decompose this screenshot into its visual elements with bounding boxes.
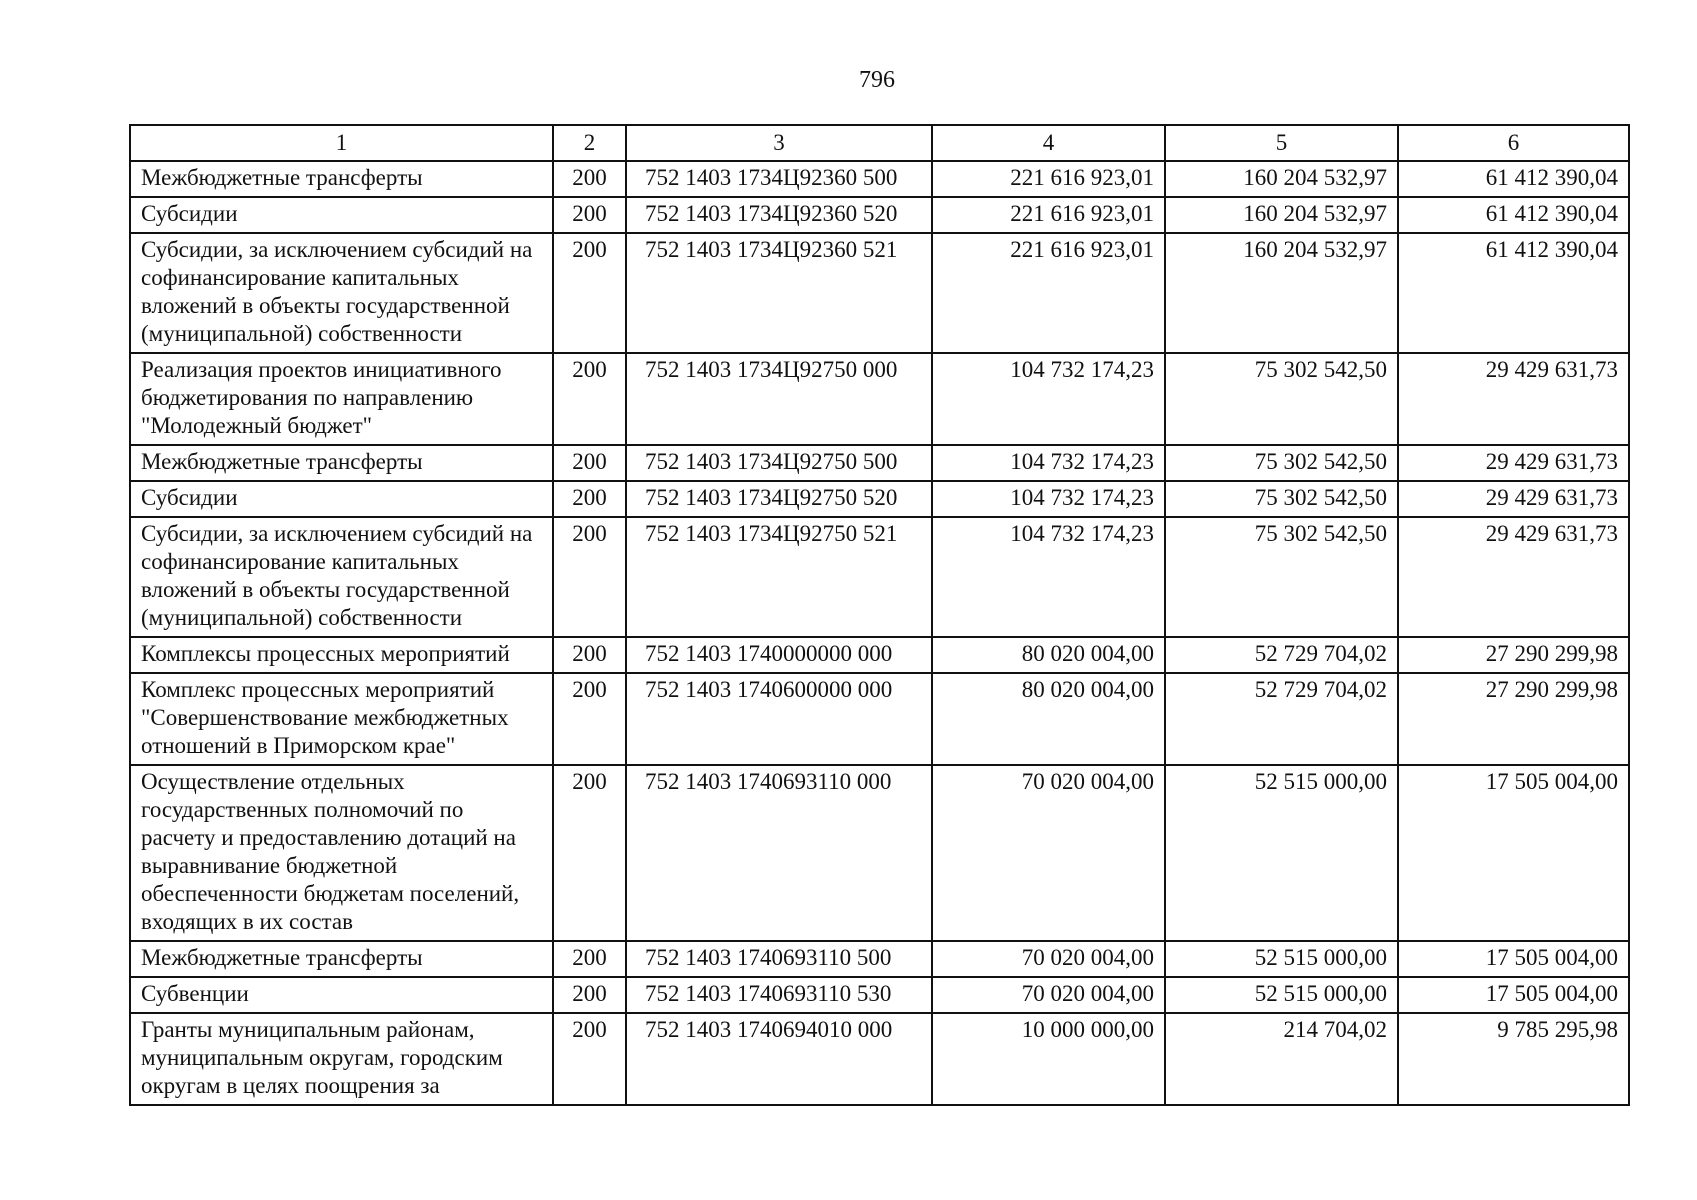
table-row: [130, 673, 1629, 765]
row-amount-5-cell: 52 515 000,00: [1165, 765, 1398, 941]
row-cbk-cell: 752 1403 1740694010 000: [626, 1013, 932, 1105]
row-amount-6-cell: 17 505 004,00: [1398, 941, 1629, 977]
row-code-cell: 200: [553, 673, 626, 765]
row-amount-4-cell: 221 616 923,01: [932, 197, 1165, 233]
row-amount-4-cell: 70 020 004,00: [932, 941, 1165, 977]
row-amount-4-cell: 80 020 004,00: [932, 673, 1165, 765]
row-name-cell: Субсидии: [130, 481, 553, 517]
row-amount-5-cell: 214 704,02: [1165, 1013, 1398, 1105]
table-row: [130, 517, 1629, 637]
row-amount-4-cell: 221 616 923,01: [932, 233, 1165, 353]
row-name-cell: Реализация проектов инициативного бюджетирования по направлению "Молодежный бюджет": [130, 353, 553, 445]
row-code-cell: 200: [553, 977, 626, 1013]
row-amount-4-cell: 221 616 923,01: [932, 161, 1165, 197]
table-row: [130, 1013, 1629, 1105]
row-cbk-cell: 752 1403 1734Ц92360 500: [626, 161, 932, 197]
row-amount-6-cell: 29 429 631,73: [1398, 445, 1629, 481]
row-code-cell: 200: [553, 353, 626, 445]
row-amount-6-cell: 9 785 295,98: [1398, 1013, 1629, 1105]
table-row: [130, 765, 1629, 941]
row-cbk-cell: 752 1403 1734Ц92750 000: [626, 353, 932, 445]
header-cell-5: 5: [1165, 125, 1398, 161]
row-name-cell: Субвенции: [130, 977, 553, 1013]
row-code-cell: 200: [553, 517, 626, 637]
row-amount-6-cell: 17 505 004,00: [1398, 977, 1629, 1013]
row-amount-4-cell: 104 732 174,23: [932, 445, 1165, 481]
row-amount-5-cell: 75 302 542,50: [1165, 353, 1398, 445]
row-amount-5-cell: 160 204 532,97: [1165, 197, 1398, 233]
row-cbk-cell: 752 1403 1740600000 000: [626, 673, 932, 765]
page-number: 796: [859, 67, 895, 93]
row-cbk-cell: 752 1403 1740000000 000: [626, 637, 932, 673]
row-amount-4-cell: 70 020 004,00: [932, 977, 1165, 1013]
row-amount-6-cell: 29 429 631,73: [1398, 517, 1629, 637]
row-amount-4-cell: 80 020 004,00: [932, 637, 1165, 673]
row-amount-4-cell: 104 732 174,23: [932, 517, 1165, 637]
table-row: [130, 353, 1629, 445]
row-cbk-cell: 752 1403 1740693110 000: [626, 765, 932, 941]
table-header-row: [130, 125, 1629, 161]
row-name-cell: Межбюджетные трансферты: [130, 161, 553, 197]
table-row: [130, 197, 1629, 233]
row-name-cell: Гранты муниципальным районам, муниципальным округам, городским округам в целях поощрения за: [130, 1013, 553, 1105]
row-amount-6-cell: 29 429 631,73: [1398, 353, 1629, 445]
row-amount-5-cell: 52 729 704,02: [1165, 673, 1398, 765]
table-row: [130, 233, 1629, 353]
row-amount-6-cell: 27 290 299,98: [1398, 637, 1629, 673]
row-code-cell: 200: [553, 481, 626, 517]
row-amount-5-cell: 75 302 542,50: [1165, 517, 1398, 637]
row-name-cell: Комплексы процессных мероприятий: [130, 637, 553, 673]
row-amount-4-cell: 10 000 000,00: [932, 1013, 1165, 1105]
row-amount-5-cell: 160 204 532,97: [1165, 161, 1398, 197]
header-cell-3: 3: [626, 125, 932, 161]
row-amount-6-cell: 27 290 299,98: [1398, 673, 1629, 765]
row-amount-5-cell: 75 302 542,50: [1165, 481, 1398, 517]
row-code-cell: 200: [553, 637, 626, 673]
row-code-cell: 200: [553, 197, 626, 233]
header-cell-4: 4: [932, 125, 1165, 161]
table-row: [130, 977, 1629, 1013]
row-amount-5-cell: 52 729 704,02: [1165, 637, 1398, 673]
table-row: [130, 637, 1629, 673]
budget-table: [129, 124, 1630, 1106]
row-amount-6-cell: 61 412 390,04: [1398, 197, 1629, 233]
row-name-cell: Субсидии, за исключением субсидий на софинансирование капитальных вложений в объекты государственной (муниципальной) собственности: [130, 517, 553, 637]
row-amount-5-cell: 52 515 000,00: [1165, 977, 1398, 1013]
row-cbk-cell: 752 1403 1740693110 500: [626, 941, 932, 977]
header-cell-2: 2: [553, 125, 626, 161]
row-name-cell: Субсидии: [130, 197, 553, 233]
table-row: [130, 941, 1629, 977]
row-cbk-cell: 752 1403 1740693110 530: [626, 977, 932, 1013]
row-amount-6-cell: 29 429 631,73: [1398, 481, 1629, 517]
row-amount-5-cell: 160 204 532,97: [1165, 233, 1398, 353]
row-amount-6-cell: 61 412 390,04: [1398, 161, 1629, 197]
row-cbk-cell: 752 1403 1734Ц92750 521: [626, 517, 932, 637]
row-code-cell: 200: [553, 765, 626, 941]
row-name-cell: Осуществление отдельных государственных полномочий по расчету и предоставлению дотаций на выравнивание бюджетной обеспеченности бюджетам поселений, входящих в их состав: [130, 765, 553, 941]
row-cbk-cell: 752 1403 1734Ц92360 521: [626, 233, 932, 353]
row-amount-5-cell: 75 302 542,50: [1165, 445, 1398, 481]
header-cell-1: 1: [130, 125, 553, 161]
table-row: [130, 481, 1629, 517]
row-code-cell: 200: [553, 445, 626, 481]
row-amount-4-cell: 104 732 174,23: [932, 353, 1165, 445]
table-row: [130, 161, 1629, 197]
row-cbk-cell: 752 1403 1734Ц92360 520: [626, 197, 932, 233]
row-cbk-cell: 752 1403 1734Ц92750 520: [626, 481, 932, 517]
row-amount-5-cell: 52 515 000,00: [1165, 941, 1398, 977]
row-cbk-cell: 752 1403 1734Ц92750 500: [626, 445, 932, 481]
table-row: [130, 445, 1629, 481]
row-code-cell: 200: [553, 161, 626, 197]
row-name-cell: Комплекс процессных мероприятий "Совершенствование межбюджетных отношений в Приморском крае": [130, 673, 553, 765]
row-amount-6-cell: 61 412 390,04: [1398, 233, 1629, 353]
row-code-cell: 200: [553, 1013, 626, 1105]
row-name-cell: Межбюджетные трансферты: [130, 445, 553, 481]
row-name-cell: Межбюджетные трансферты: [130, 941, 553, 977]
row-code-cell: 200: [553, 233, 626, 353]
row-amount-4-cell: 104 732 174,23: [932, 481, 1165, 517]
header-cell-6: 6: [1398, 125, 1629, 161]
row-code-cell: 200: [553, 941, 626, 977]
row-name-cell: Субсидии, за исключением субсидий на софинансирование капитальных вложений в объекты государственной (муниципальной) собственности: [130, 233, 553, 353]
row-amount-6-cell: 17 505 004,00: [1398, 765, 1629, 941]
row-amount-4-cell: 70 020 004,00: [932, 765, 1165, 941]
